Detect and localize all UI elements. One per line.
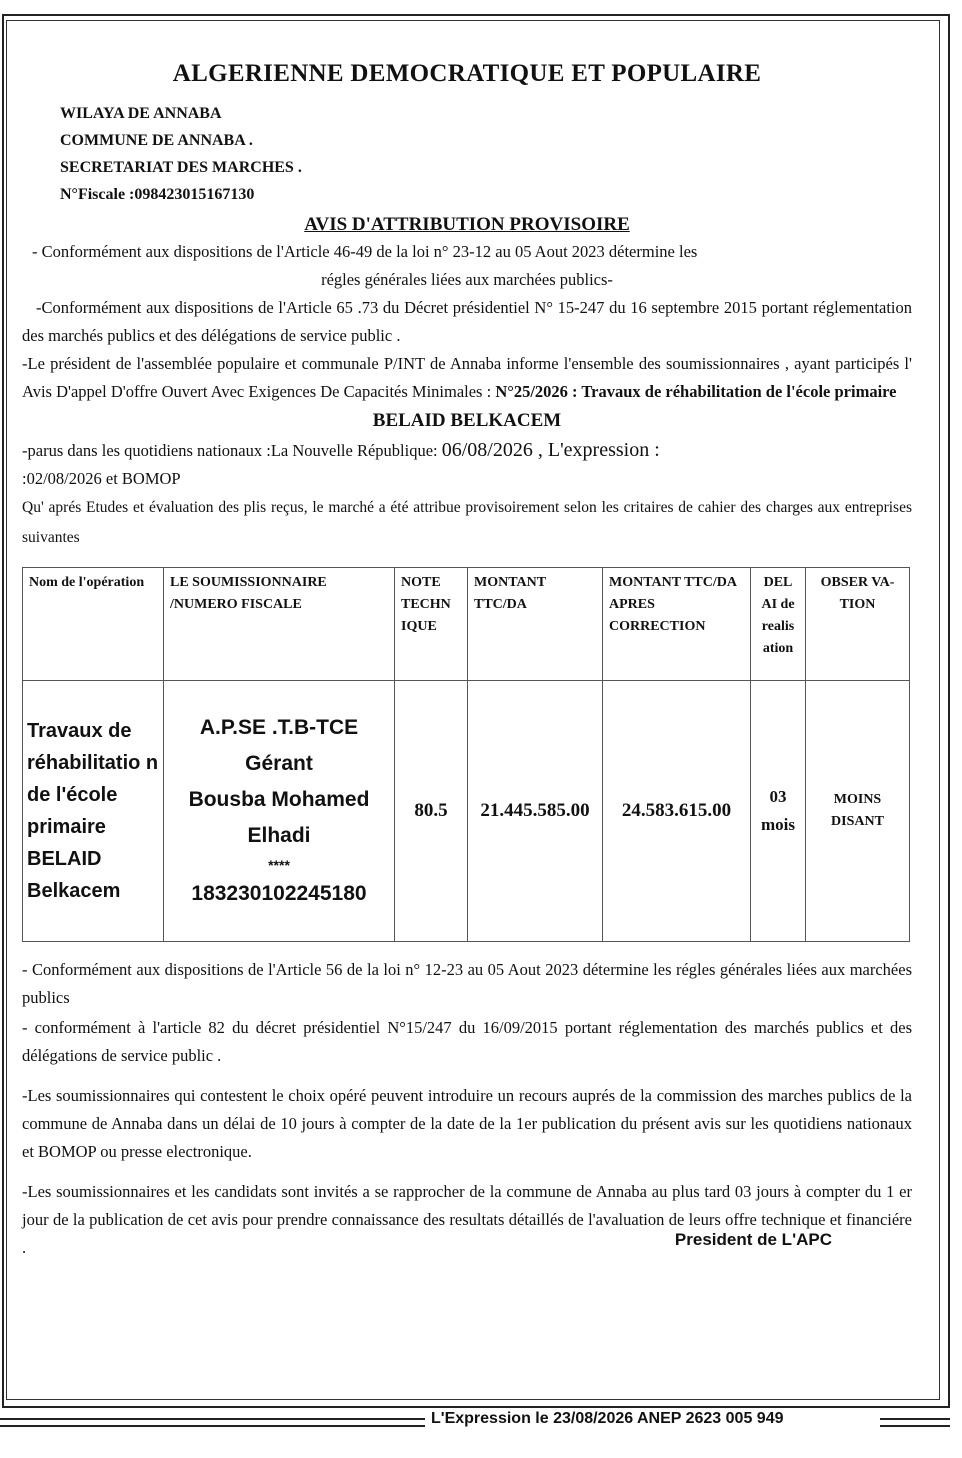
closing-recours: -Les soumissionnaires qui contestent le choix opéré peuvent introduire un recours auprés de la commission des marches publics de la commune de Annaba dans un délai de 10 jours à compter de la date de la 1er publication du présent avis sur les quotidiens nationaux et BOMOP ou presse electronique. bbox=[22, 1086, 912, 1161]
header-soumissionnaire: LE SOUMISSIONNAIRE /NUMERO FISCALE bbox=[164, 568, 395, 681]
header-note: NOTE TECHN IQUE bbox=[395, 568, 468, 681]
fiscal-id: 183230102245180 bbox=[191, 882, 367, 905]
paragraph-president: -Le président de l'assemblée populaire et communale P/INT de Annaba informe l'ensemble des soumissionnaires , ayant participés l' Avis D'appel D'offre Ouvert Avec Exigences De Capacités Minimales : N°25/2026 : Travaux de réhabilitation de l'école primaire bbox=[22, 354, 912, 401]
closing-decret: - conformément à l'article 82 du décret présidentiel N°15/247 du 16/09/2015 portant réglementation des marchés publics et des délégations de service public . bbox=[22, 1018, 912, 1065]
closing-invitation: -Les soumissionnaires et les candidats sont invités a se rapprocher de la commune de Annaba au plus tard 03 jours à compter du 1 er jour de la publication de cet avis pour prendre connaissance des resultats détaillés de l'avaluation de leurs offre technique et financiére . bbox=[22, 1182, 912, 1257]
secretariat-line: SECRETARIAT DES MARCHES . bbox=[60, 159, 302, 176]
table-header-row bbox=[23, 568, 910, 681]
commune-line: COMMUNE DE ANNABA . bbox=[60, 132, 253, 149]
manager-role: Gérant bbox=[245, 752, 313, 775]
cell-montant-correction: 24.583.615.00 bbox=[603, 681, 751, 942]
paragraph-evaluation: Qu' aprés Etudes et évaluation des plis reçus, le marché a été attribue provisoirement selon les critaires de cahier des charges aux entreprises suivantes bbox=[22, 499, 912, 546]
table-row bbox=[23, 681, 910, 942]
cell-delai: 03 mois bbox=[751, 681, 806, 942]
publication-date: 06/08/2026 , L'expression : bbox=[441, 439, 660, 461]
paragraph-loi-cont: régles générales liées aux marchées publics- bbox=[321, 270, 613, 289]
school-name: BELAID BELKACEM bbox=[372, 410, 562, 431]
notice-content bbox=[22, 48, 912, 1272]
stars-mark: **** bbox=[268, 857, 290, 873]
closing-section bbox=[22, 956, 912, 1272]
header-montant: MONTANT TTC/DA bbox=[468, 568, 603, 681]
cell-note: 80.5 bbox=[395, 681, 468, 942]
header-delai: DEL AI de realis ation bbox=[751, 568, 806, 681]
closing-loi: - Conformément aux dispositions de l'Article 56 de la loi n° 12-23 au 05 Aout 2023 détermine les régles générales liées aux marchées publics bbox=[22, 960, 912, 1007]
page-title: ALGERIENNE DEMOCRATIQUE ET POPULAIRE bbox=[172, 60, 762, 87]
footer-publication: L'Expression le 23/08/2026 ANEP 2623 005 949 bbox=[425, 1410, 789, 1428]
cell-montant: 21.445.585.00 bbox=[468, 681, 603, 942]
paragraph-publication: -parus dans les quotidiens nationaux :La Nouvelle République: 06/08/2026 , L'expression : bbox=[22, 439, 660, 461]
tender-reference: N°25/2026 : Travaux de réhabilitation de l'école primaire bbox=[495, 382, 897, 401]
footer-bar bbox=[0, 1408, 962, 1438]
paragraph-loi: - Conformément aux dispositions de l'Article 46-49 de la loi n° 23-12 au 05 Aout 2023 détermine les bbox=[32, 242, 698, 261]
cell-observation: MOINS DISANT bbox=[806, 681, 910, 942]
header-montant-correction: MONTANT TTC/DA APRES CORRECTION bbox=[603, 568, 751, 681]
footer-rule-right bbox=[880, 1418, 950, 1427]
cell-operation: Travaux de réhabilitatio n de l'école primaire BELAID Belkacem bbox=[23, 681, 164, 942]
paragraph-decret: -Conformément aux dispositions de l'Article 65 .73 du Décret présidentiel N° 15-247 du 16 septembre 2015 portant réglementation des marchés publics et des délégations de service public . bbox=[22, 298, 912, 345]
notice-heading: AVIS D'ATTRIBUTION PROVISOIRE bbox=[304, 214, 630, 235]
fiscal-number: N°Fiscale :098423015167130 bbox=[60, 186, 255, 203]
signature: President de L'APC bbox=[674, 1230, 832, 1249]
wilaya-line: WILAYA DE ANNABA bbox=[60, 105, 222, 122]
manager-name: Bousba Mohamed Elhadi bbox=[188, 788, 370, 847]
cell-soumissionnaire bbox=[164, 681, 395, 942]
attribution-table bbox=[22, 567, 910, 942]
company-name: A.P.SE .T.B-TCE bbox=[199, 716, 359, 739]
header-observation: OBSER VA- TION bbox=[806, 568, 910, 681]
paragraph-publication-cont: :02/08/2026 et BOMOP bbox=[22, 469, 181, 488]
footer-rule-left bbox=[0, 1418, 440, 1427]
header-operation: Nom de l'opération bbox=[23, 568, 164, 681]
